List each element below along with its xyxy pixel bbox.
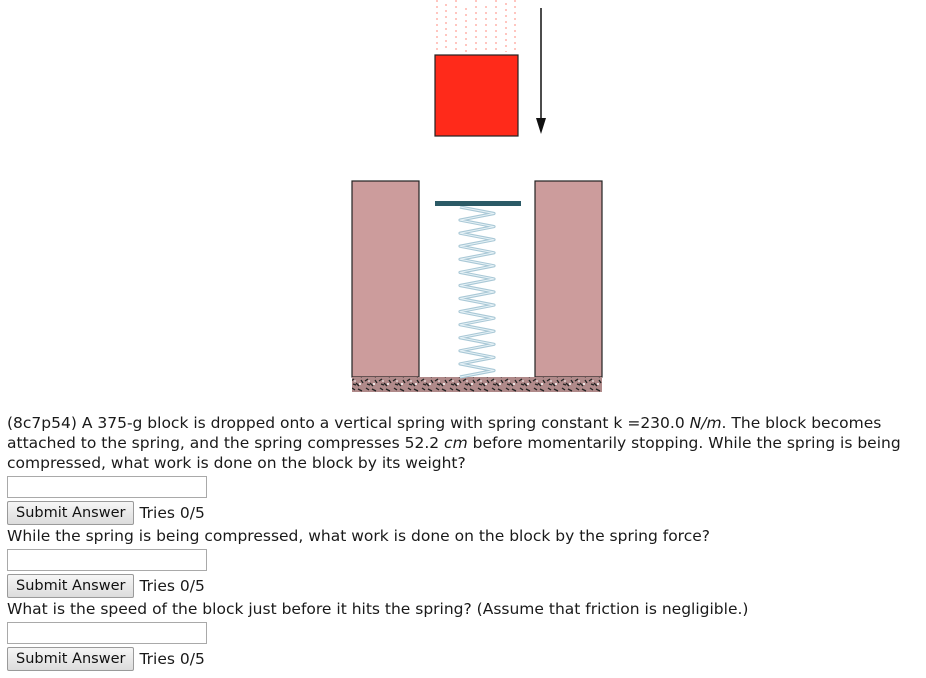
answer-2-input[interactable]: [7, 549, 207, 571]
tries-counter-3: Tries 0/5: [139, 650, 205, 668]
answer-3-input[interactable]: [7, 622, 207, 644]
problem-code: (8c7p54): [7, 414, 77, 432]
left-wall: [352, 181, 419, 377]
submit-answer-2-button[interactable]: Submit Answer: [7, 574, 134, 598]
down-arrow-icon: [536, 8, 546, 134]
submit-row-3: [7, 646, 917, 672]
submit-answer-1-button[interactable]: Submit Answer: [7, 501, 134, 525]
problem-container: [7, 413, 917, 672]
spring-plate: [435, 201, 521, 206]
tries-counter-1: Tries 0/5: [139, 504, 205, 522]
tries-counter-2: Tries 0/5: [139, 577, 205, 595]
submit-answer-3-button[interactable]: Submit Answer: [7, 647, 134, 671]
problem-statement: (8c7p54) A 375-g block is dropped onto a vertical spring with spring constant k =230.0 N/m. The block becomes attached to the spring, and the spring compresses 52.2 cm before momentarily stopping. While the spring is being compressed, what work is done on the block by its weight?: [7, 414, 901, 472]
submit-row-2: [7, 573, 917, 599]
submit-row-1: [7, 500, 917, 526]
question-2-text: While the spring is being compressed, what work is done on the block by the spring force?: [7, 527, 710, 545]
falling-block: [435, 55, 518, 136]
answer-1-input[interactable]: [7, 476, 207, 498]
question-3-text: What is the speed of the block just before it hits the spring? (Assume that friction is negligible.): [7, 600, 749, 618]
motion-trail: [437, 0, 515, 52]
ground: [352, 377, 602, 392]
spring: [460, 207, 494, 377]
question-1-text: While the spring is being compressed, what work is done on the block by its weight?: [7, 434, 901, 472]
right-wall: [535, 181, 602, 377]
